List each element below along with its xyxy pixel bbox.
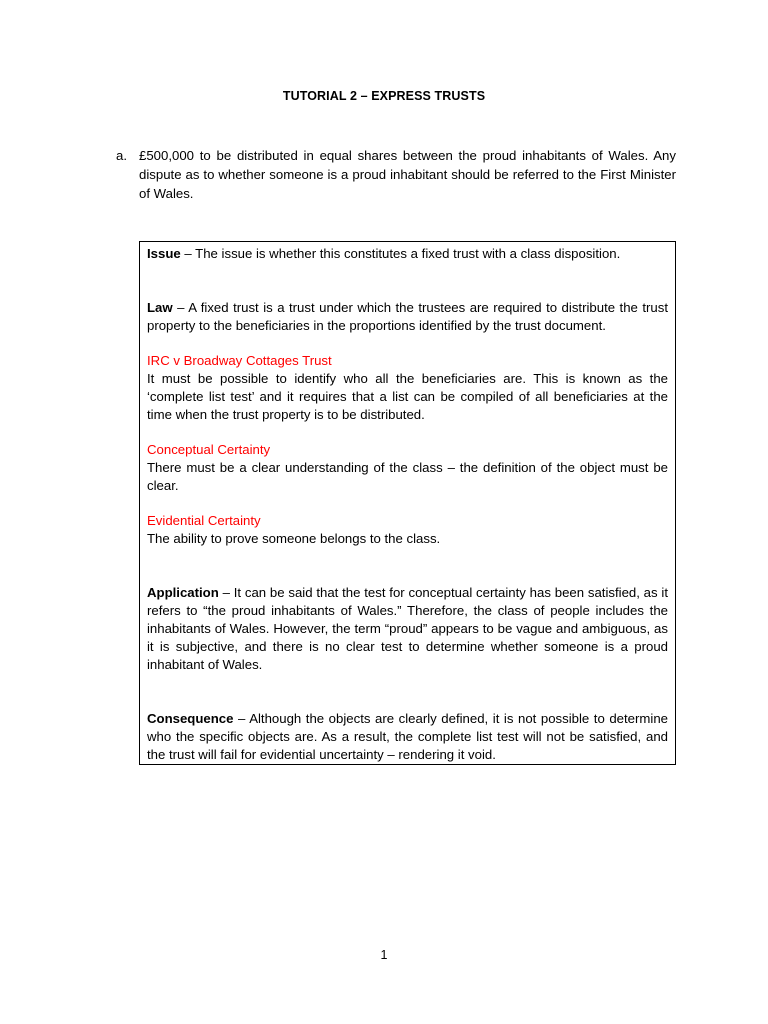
application-paragraph: [147, 584, 668, 674]
law-label: Law: [147, 300, 173, 315]
answer-box: [139, 241, 676, 765]
consequence-label: Consequence: [147, 711, 234, 726]
consequence-paragraph: [147, 710, 668, 764]
consequence-text: – Although the objects are clearly defined, it is not possible to determine who the specific objects are. As a result, the complete list test will not be satisfied, and the trust will fail for evidential uncertainty – rendering it void.: [147, 711, 668, 762]
issue-label: Issue: [147, 246, 181, 261]
law-paragraph: [147, 299, 668, 335]
issue-text: – The issue is whether this constitutes a fixed trust with a class disposition.: [180, 246, 621, 261]
application-label: Application: [147, 585, 219, 600]
law-text: – A fixed trust is a trust under which the trustees are required to distribute the trust property to the beneficiaries in the proportions identified by the trust document.: [147, 300, 668, 333]
question-text: £500,000 to be distributed in equal shares between the proud inhabitants of Wales. Any dispute as to whether someone is a proud inhabitant should be referred to the First Minister of Wales.: [139, 148, 676, 201]
evidential-certainty-text: The ability to prove someone belongs to the class.: [147, 531, 441, 546]
case-text: It must be possible to identify who all the beneficiaries are. This is known as the ‘complete list test’ and it requires that a list can be compiled of all beneficiaries at the time when the trust property is to be distributed.: [147, 371, 668, 422]
issue-paragraph: [147, 245, 668, 263]
case-heading: IRC v Broadway Cottages Trust: [147, 353, 332, 368]
conceptual-certainty-text: There must be a clear understanding of the class – the definition of the object must be clear.: [147, 460, 668, 493]
question-marker: a.: [116, 148, 127, 163]
application-text: – It can be said that the test for conceptual certainty has been satisfied, as it refers to “the proud inhabitants of Wales.” Therefore, the class of people includes the inhabitants of Wales. However, the term “proud” appears to be vague and ambiguous, as it is subjective, and there is no clear test to determine whether someone is a proud inhabitant of Wales.: [147, 585, 668, 672]
evidential-certainty-heading: Evidential Certainty: [147, 513, 261, 528]
page-number: 1: [380, 948, 388, 962]
question-item: [116, 146, 676, 203]
page-title: TUTORIAL 2 – EXPRESS TRUSTS: [282, 89, 486, 103]
conceptual-certainty-heading: Conceptual Certainty: [147, 442, 271, 457]
